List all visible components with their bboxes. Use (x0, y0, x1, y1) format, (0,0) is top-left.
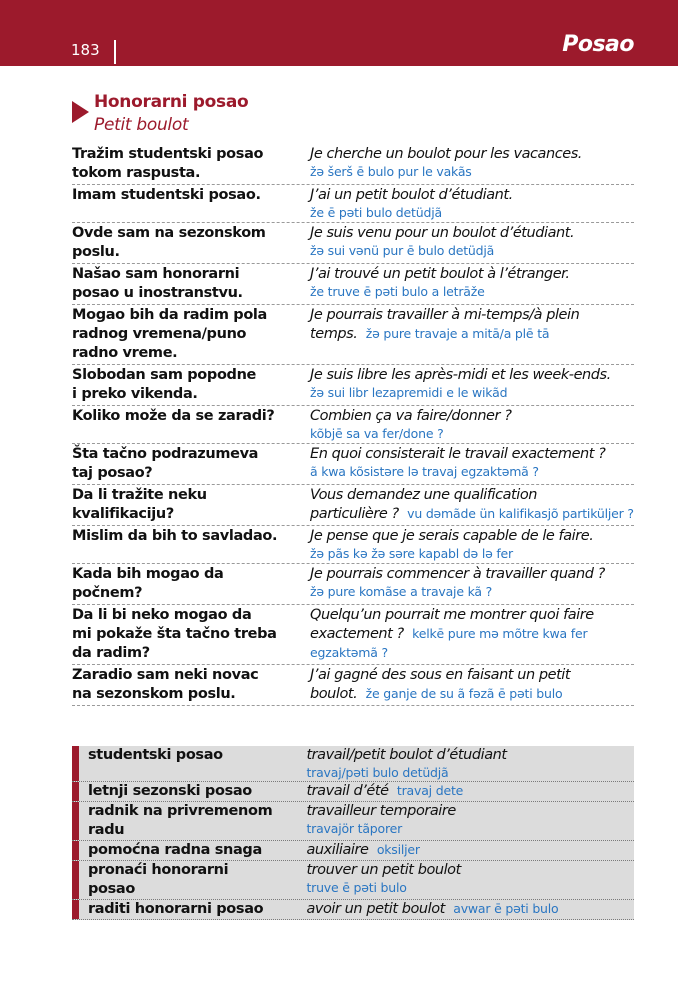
phrase-serbian (72, 486, 310, 524)
serbian-line: kvalifikaciju? (72, 506, 174, 522)
serbian-line: posao u inostranstvu. (72, 285, 243, 301)
pronunciation: travaj dete (396, 783, 464, 798)
phrase-row (72, 564, 634, 605)
phrase-row (72, 185, 634, 223)
french-line: J’ai un petit boulot d’étudiant. (310, 187, 513, 203)
serbian-line: Kada bih mogao da (72, 566, 224, 582)
pronunciation: vu dəmãde ün kalifikasjõ partiküljer ? (407, 506, 634, 521)
serbian-line: posao (88, 881, 135, 897)
phrase-row (72, 365, 634, 406)
serbian-line: tokom raspusta. (72, 165, 201, 181)
serbian-line: Ovde sam na sezonskom (72, 225, 266, 241)
phrase-row (72, 665, 634, 706)
phrase-row (72, 605, 634, 665)
french-line: J’ai gagné des sous en faisant un petit (310, 667, 571, 683)
phrase-serbian (72, 666, 310, 704)
french-term: travailleur temporaire (306, 803, 456, 819)
serbian-line: Zaradio sam neki novac (72, 667, 259, 683)
french-line: Vous demandez une qualification (310, 487, 538, 503)
phrase-serbian (72, 306, 310, 363)
pronunciation: žə sui libr lezapremidi e le wikãd (310, 385, 508, 400)
vocab-serbian (79, 782, 298, 801)
vocab-french (298, 861, 634, 899)
french-line: Je suis venu pour un boulot d’étudiant. (310, 225, 575, 241)
serbian-line: da radim? (72, 645, 150, 661)
pronunciation: že ē pəti bulo detüdjã (310, 205, 442, 220)
vocab-serbian (79, 861, 298, 899)
serbian-line: Mogao bih da radim pola (72, 307, 267, 323)
pronunciation: travajör tãporer (306, 821, 403, 836)
serbian-line: Šta tačno podrazumeva (72, 446, 259, 462)
phrase-serbian (72, 407, 310, 442)
french-line: Je suis libre les après-midi et les week-ends. (310, 367, 611, 383)
french-term: travail/petit boulot d’étudiant (306, 747, 507, 763)
french-line: exactement ? kelkē pure mə mõtre kwa fer egzaktəmã ? (310, 626, 588, 660)
vocab-marker (72, 802, 79, 840)
french-line: particulière ? vu dəmãde ün kalifikasjõ partiküljer ? (310, 506, 634, 522)
french-line: J’ai trouvé un petit boulot à l’étranger. (310, 266, 570, 282)
vocab-marker (72, 782, 79, 801)
serbian-line: taj posao? (72, 465, 153, 481)
serbian-line: Mislim da bih to savladao. (72, 528, 278, 544)
pronunciation: žə sui vənü pur ē bulo detüdjã (310, 243, 495, 258)
vocab-row (72, 746, 634, 782)
phrase-french (310, 145, 634, 183)
phrase-row (72, 264, 634, 305)
vocab-row (72, 900, 634, 920)
serbian-line: na sezonskom poslu. (72, 686, 236, 702)
vocab-marker (72, 841, 79, 860)
vocab-serbian (79, 802, 298, 840)
phrase-row (72, 485, 634, 526)
french-line: Je pourrais travailler à mi-temps/à plein (310, 307, 580, 323)
vocab-marker (72, 900, 79, 919)
phrase-serbian (72, 186, 310, 221)
phrase-list (72, 144, 634, 706)
pronunciation: travaj/pəti bulo detüdjã (306, 765, 449, 780)
serbian-line: Da li bi neko mogao da (72, 607, 252, 623)
phrase-row (72, 223, 634, 264)
vocab-french (298, 802, 634, 840)
serbian-line: Našao sam honorarni (72, 266, 240, 282)
serbian-line: Koliko može da se zaradi? (72, 408, 275, 424)
phrase-french (310, 366, 634, 404)
pronunciation: že truve ē pəti bulo a letrāže (310, 284, 485, 299)
phrase-french (310, 606, 634, 663)
pronunciation: žə šerš ē bulo pur le vakãs (310, 164, 472, 179)
french-line: Je pourrais commencer à travailler quand ? (310, 566, 605, 582)
serbian-line: poslu. (72, 244, 120, 260)
french-line: En quoi consisterait le travail exactement ? (310, 446, 606, 462)
pronunciation: truve ē pəti bulo (306, 880, 407, 895)
phrase-french (310, 666, 634, 704)
serbian-line: pomoćna radna snaga (88, 842, 262, 858)
pronunciation: ã kwa kõsistəre lə travaj egzaktəmã ? (310, 464, 539, 479)
phrase-french (310, 565, 634, 603)
serbian-line: radu (88, 822, 125, 838)
serbian-line: i preko vikenda. (72, 386, 198, 402)
section-arrow-icon (72, 101, 89, 123)
pronunciation: žə pure komãse a travaje kã ? (310, 584, 493, 599)
serbian-line: Imam studentski posao. (72, 187, 261, 203)
phrase-row (72, 144, 634, 185)
french-line: temps. žə pure travaje a mitā/a plē tā (310, 326, 550, 342)
phrase-serbian (72, 565, 310, 603)
phrase-serbian (72, 606, 310, 663)
phrase-french (310, 407, 634, 442)
phrase-french (310, 306, 634, 363)
vocab-french (298, 841, 634, 860)
french-term: avoir un petit boulot avwar ē pəti bulo (306, 901, 559, 917)
pronunciation: že ganje de su ã fəzã ē pəti bulo (365, 686, 563, 701)
serbian-line: radno vreme. (72, 345, 178, 361)
serbian-line: raditi honorarni posao (88, 901, 264, 917)
phrase-serbian (72, 527, 310, 562)
serbian-line: studentski posao (88, 747, 223, 763)
serbian-line: Slobodan sam popodne (72, 367, 257, 383)
french-line: Combien ça va faire/donner ? (310, 408, 512, 424)
vocab-serbian (79, 746, 298, 781)
pronunciation: žə pure travaje a mitā/a plē tā (365, 326, 550, 341)
vocab-french (298, 782, 634, 801)
pronunciation: žə pãs kə žə səre kapabl də lə fer (310, 546, 513, 561)
vocab-french (298, 746, 634, 781)
french-line: Je pense que je serais capable de le faire. (310, 528, 594, 544)
page-separator (114, 40, 116, 64)
vocab-french (298, 900, 634, 919)
serbian-line: Da li tražite neku (72, 487, 207, 503)
phrase-serbian (72, 445, 310, 483)
phrase-row (72, 305, 634, 365)
french-term: trouver un petit boulot (306, 862, 461, 878)
vocab-marker (72, 746, 79, 781)
phrase-row (72, 406, 634, 444)
phrase-french (310, 265, 634, 303)
vocab-marker (72, 861, 79, 899)
vocab-row (72, 841, 634, 861)
french-line: boulot. že ganje de su ã fəzã ē pəti bulo (310, 686, 563, 702)
phrase-serbian (72, 265, 310, 303)
phrase-serbian (72, 366, 310, 404)
serbian-line: letnji sezonski posao (88, 783, 252, 799)
pronunciation: oksiljer (376, 842, 420, 857)
french-term: auxiliaire oksiljer (306, 842, 420, 858)
vocab-serbian (79, 841, 298, 860)
phrase-french (310, 445, 634, 483)
vocab-serbian (79, 900, 298, 919)
page-header (0, 0, 678, 66)
serbian-line: mi pokaže šta tačno treba (72, 626, 277, 642)
serbian-line: Tražim studentski posao (72, 146, 264, 162)
phrase-serbian (72, 145, 310, 183)
phrase-serbian (72, 224, 310, 262)
french-line: Quelqu’un pourrait me montrer quoi faire (310, 607, 594, 623)
phrase-french (310, 224, 634, 262)
serbian-line: pronaći honorarni (88, 862, 229, 878)
vocab-row (72, 861, 634, 900)
vocabulary-box (72, 746, 634, 920)
phrase-french (310, 186, 634, 221)
phrase-french (310, 486, 634, 524)
phrase-row (72, 444, 634, 485)
phrase-french (310, 527, 634, 562)
pronunciation: kelkē pure mə mõtre kwa fer egzaktəmã ? (310, 626, 588, 660)
vocab-row (72, 782, 634, 802)
section-subtitle: Petit boulot (94, 115, 189, 135)
french-line: Je cherche un boulot pour les vacances. (310, 146, 582, 162)
page-number: 183 (71, 41, 100, 59)
serbian-line: radnik na privremenom (88, 803, 273, 819)
serbian-line: radnog vremena/puno (72, 326, 247, 342)
chapter-title: Posao (562, 32, 634, 57)
vocab-row (72, 802, 634, 841)
section-title: Honorarni posao (94, 92, 249, 112)
serbian-line: počnem? (72, 585, 143, 601)
pronunciation: avwar ē pəti bulo (453, 901, 559, 916)
french-term: travail d’été travaj dete (306, 783, 464, 799)
phrase-row (72, 526, 634, 564)
pronunciation: kõbjē sa va fer/done ? (310, 426, 444, 441)
